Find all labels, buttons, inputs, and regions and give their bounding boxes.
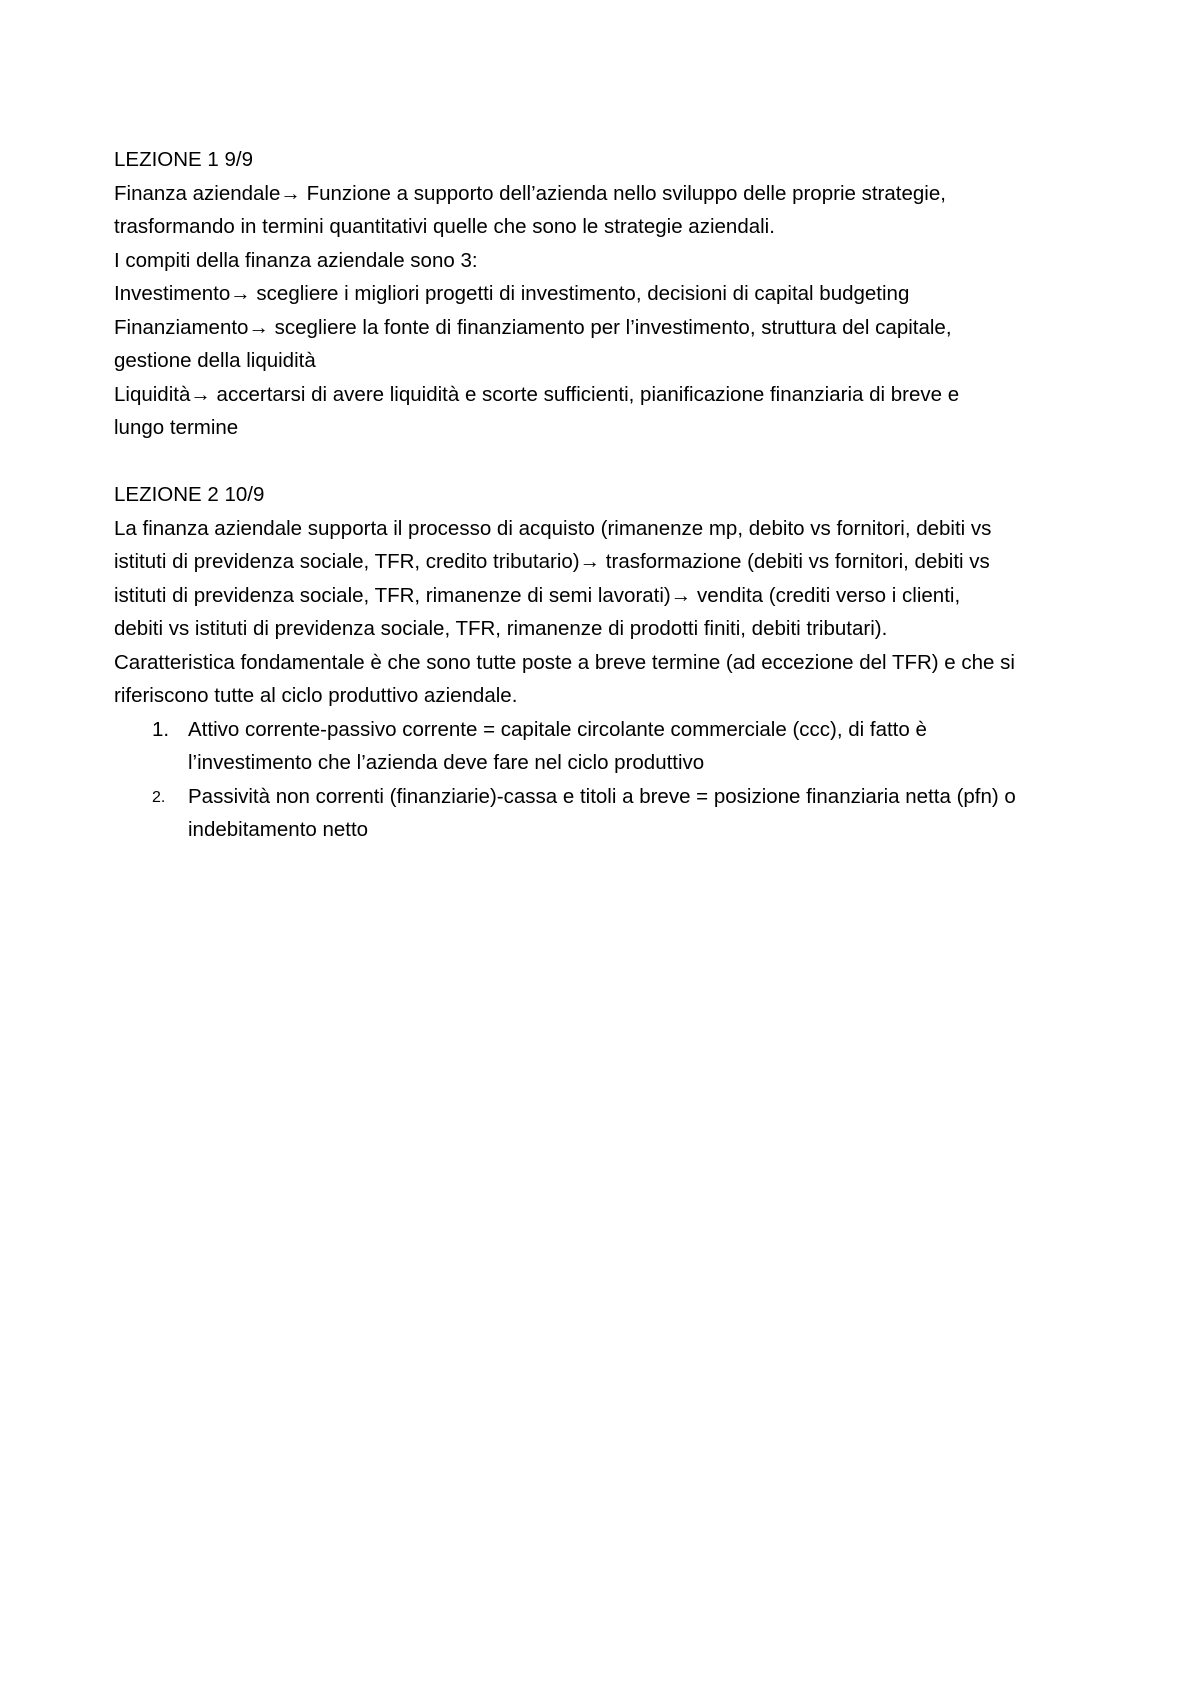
lesson-1-text-line: Investimento→ scegliere i migliori progetti di investimento, decisioni di capital budgeting: [114, 282, 910, 305]
list-item: [114, 713, 1094, 780]
list-item-number: 1.: [152, 717, 170, 741]
lesson-2-text-line: La finanza aziendale supporta il processo di acquisto (rimanenze mp, debito vs fornitori, debiti vs: [114, 516, 992, 540]
list-item-text: Passività non correnti (finanziarie)-cassa e titoli a breve = posizione finanziaria netta (pfn) o: [188, 784, 1016, 808]
lesson-2-text-line: istituti di previdenza sociale, TFR, rimanenze di semi lavorati)→ vendita (crediti verso i clienti,: [114, 583, 961, 607]
lesson-1-text-line: Finanza aziendale→ Funzione a supporto dell’azienda nello sviluppo delle proprie strategie,: [114, 181, 946, 205]
lesson-1-text-line: trasformando in termini quantitativi quelle che sono le strategie aziendali.: [114, 215, 775, 238]
list-item-text: indebitamento netto: [188, 818, 369, 841]
list-item: [114, 780, 1094, 847]
lesson-1-text-line: lungo termine: [114, 416, 239, 439]
lesson-2-heading: LEZIONE 2 10/9: [114, 483, 265, 506]
lesson-2-text-line: istituti di previdenza sociale, TFR, credito tributario)→ trasformazione (debiti vs fornitori, debiti vs: [114, 550, 990, 573]
lesson-1-heading: LEZIONE 1 9/9: [114, 148, 254, 171]
lesson-2-text-line: riferiscono tutte al ciclo produttivo aziendale.: [114, 684, 518, 707]
list-item-text: Attivo corrente-passivo corrente = capitale circolante commerciale (ccc), di fatto è: [188, 717, 927, 741]
numbered-list: [114, 713, 1094, 847]
paragraph-spacer: [114, 445, 1094, 479]
list-item-number: 2.: [152, 788, 166, 806]
lesson-1-text-line: gestione della liquidità: [114, 349, 316, 372]
lesson-2-text-line: Caratteristica fondamentale è che sono tutte poste a breve termine (ad eccezione del TFR) e che si: [114, 650, 1015, 674]
lesson-1-text-line: Liquidità→ accertarsi di avere liquidità e scorte sufficienti, pianificazione finanziaria di breve e: [114, 382, 960, 406]
lesson-1-text-line: Finanziamento→ scegliere la fonte di finanziamento per l’investimento, struttura del capitale,: [114, 315, 952, 339]
document-body: [114, 143, 1094, 847]
lesson-2-text-line: debiti vs istituti di previdenza sociale, TFR, rimanenze di prodotti finiti, debiti tributari).: [114, 617, 888, 640]
list-item-text: l’investimento che l’azienda deve fare nel ciclo produttivo: [188, 751, 705, 774]
lesson-1-text-line: I compiti della finanza aziendale sono 3:: [114, 248, 478, 272]
